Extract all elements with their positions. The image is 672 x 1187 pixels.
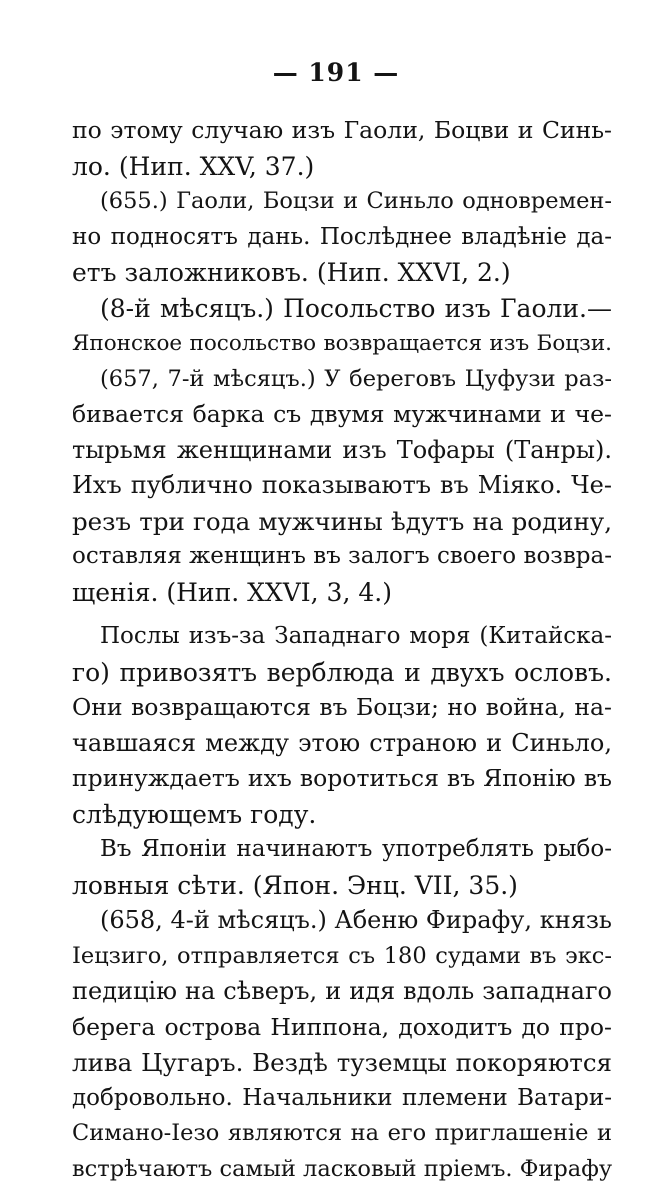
text-line-15: Послы изъ-за Западнаго моря (Китайска- (72, 619, 612, 655)
text-line-12: резъ три года мужчины ѣдутъ на родину, (72, 504, 612, 540)
text-line-22: ловныя сѣти. (Япон. Энц. VII, 35.) (72, 868, 612, 904)
page-number: — 191 — (0, 58, 672, 87)
text-line-26: берега острова Ниппона, доходитъ до про- (72, 1010, 612, 1046)
text-line-28: добровольно. Начальники племени Ватари- (72, 1081, 612, 1117)
text-line-11: Ихъ публично показываютъ въ Міяко. Че- (72, 468, 612, 504)
body-text (72, 113, 612, 1187)
text-line-30: встрѣчаютъ самый ласковый пріемъ. Фирафу (72, 1152, 612, 1187)
text-line-25: педицію на сѣверъ, и идя вдоль западнаго (72, 974, 612, 1010)
text-line-2: ло. (Нип. XXV, 37.) (72, 149, 612, 185)
text-line-8: (657, 7-й мѣсяцъ.) У береговъ Цуфузи раз- (72, 362, 612, 398)
text-line-29: Симано-Іезо являются на его приглашеніе и (72, 1116, 612, 1152)
text-line-4: но подносятъ дань. Послѣднее владѣніе да- (72, 220, 612, 256)
text-line-10: тырьмя женщинами изъ Тофары (Танры). (72, 433, 612, 469)
text-line-27: лива Цугаръ. Вездѣ туземцы покоряются (72, 1045, 612, 1081)
text-line-5: етъ заложниковъ. (Нип. XXVI, 2.) (72, 255, 612, 291)
text-line-9: бивается барка съ двумя мужчинами и че- (72, 397, 612, 433)
text-line-6: (8-й мѣсяцъ.) Посольство изъ Гаоли.— (72, 291, 612, 327)
text-line-19: принуждаетъ ихъ воротиться въ Японію въ (72, 761, 612, 797)
text-line-14: щенія. (Нип. XXVI, 3, 4.) (72, 575, 612, 611)
text-line-24: Іецзиго, отправляется съ 180 судами въ экс- (72, 939, 612, 975)
text-line-1: по этому случаю изъ Гаоли, Боцви и Синь- (72, 113, 612, 149)
text-line-7: Японское посольство возвращается изъ Боцзи. (72, 326, 612, 362)
text-line-17: Они возвращаются въ Боцзи; но война, на- (72, 690, 612, 726)
text-line-16: го) привозятъ верблюда и двухъ ословъ. (72, 655, 612, 691)
text-line-18: чавшаяся между этою страною и Синьло, (72, 726, 612, 762)
text-line-20: слѣдующемъ году. (72, 797, 612, 833)
text-line-21: Въ Японіи начинаютъ употреблять рыбо- (72, 832, 612, 868)
text-line-13: оставляя женщинъ въ залогъ своего возвра- (72, 539, 612, 575)
text-line-23: (658, 4-й мѣсяцъ.) Абеню Фирафу, князь (72, 903, 612, 939)
text-line-3: (655.) Гаоли, Боцзи и Синьло одновремен- (72, 184, 612, 220)
